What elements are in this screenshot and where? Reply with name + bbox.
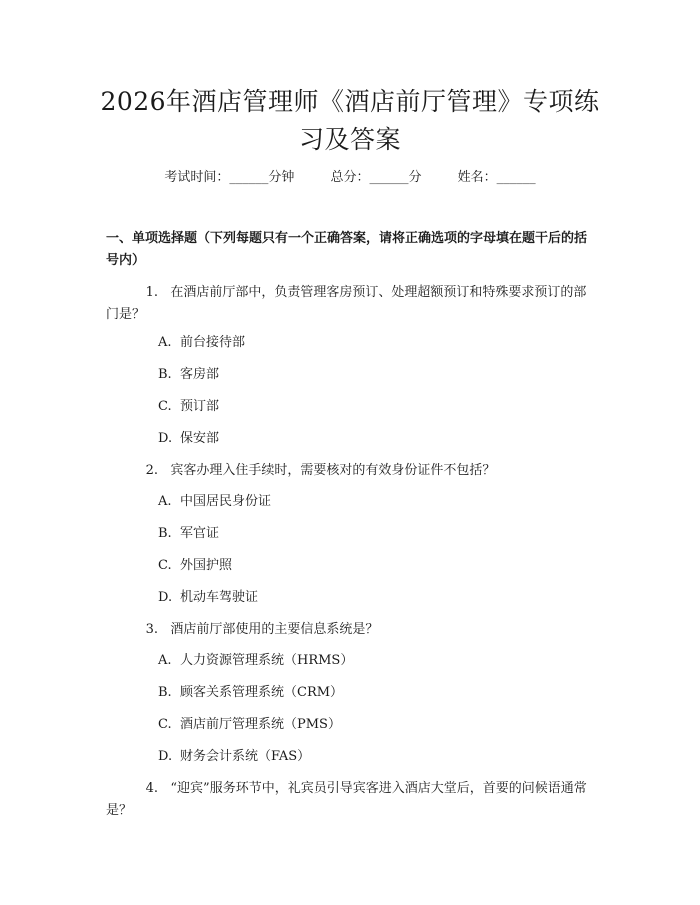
- document-title: 2026年酒店管理师《酒店前厅管理》专项练习及答案: [100, 87, 600, 154]
- option-text: 前台接待部: [180, 335, 246, 350]
- exam-time-label: 考试时间：______分钟: [164, 170, 295, 185]
- question-number: 1.: [145, 285, 158, 300]
- question-text: 在酒店前厅部中，负责管理客房预订、处理超额预订和特殊要求预订的部门是？: [106, 285, 587, 322]
- question-1-option-d: [158, 429, 219, 449]
- total-score-label: 总分：______分: [330, 170, 422, 185]
- question-number: 2.: [145, 463, 158, 478]
- question-number: 3.: [145, 622, 158, 637]
- option-letter: D.: [158, 749, 173, 764]
- question-2: [106, 460, 596, 482]
- option-text: 人力资源管理系统（HRMS）: [180, 653, 354, 668]
- question-2-option-c: [158, 556, 232, 576]
- option-letter: D.: [158, 590, 173, 605]
- question-2-option-b: [158, 524, 219, 544]
- question-text: “迎宾”服务环节中，礼宾员引导宾客进入酒店大堂后，首要的问候语通常是？: [106, 781, 587, 818]
- question-3: [106, 619, 596, 641]
- option-letter: D.: [158, 431, 173, 446]
- option-letter: C.: [158, 717, 172, 732]
- option-text: 财务会计系统（FAS）: [180, 749, 311, 764]
- option-text: 保安部: [180, 431, 220, 446]
- option-text: 酒店前厅管理系统（PMS）: [180, 717, 341, 732]
- question-4: [106, 778, 596, 822]
- option-letter: B.: [158, 526, 172, 541]
- option-text: 军官证: [180, 526, 220, 541]
- section-heading: 一、单项选择题（下列每题只有一个正确答案，请将正确选项的字母填在题干后的括号内）: [106, 231, 588, 268]
- option-text: 外国护照: [180, 558, 233, 573]
- option-text: 客房部: [180, 367, 220, 382]
- question-1-option-c: [158, 397, 219, 417]
- question-1-option-b: [158, 365, 219, 385]
- option-text: 中国居民身份证: [180, 494, 272, 509]
- question-2-option-a: [158, 492, 271, 512]
- question-text: 宾客办理入住手续时，需要核对的有效身份证件不包括？: [170, 463, 496, 478]
- question-3-option-a: [158, 651, 353, 671]
- question-3-option-b: [158, 683, 343, 703]
- question-1-option-a: [158, 333, 245, 353]
- option-letter: C.: [158, 558, 172, 573]
- question-3-option-d: [158, 747, 310, 767]
- option-text: 机动车驾驶证: [180, 590, 259, 605]
- option-letter: A.: [158, 494, 172, 509]
- name-label: 姓名：______: [457, 170, 536, 185]
- option-letter: B.: [158, 685, 172, 700]
- exam-info-line: [0, 168, 700, 188]
- option-text: 预订部: [180, 399, 220, 414]
- question-1: [106, 282, 596, 326]
- option-letter: B.: [158, 367, 172, 382]
- question-number: 4.: [145, 781, 158, 796]
- option-text: 顾客关系管理系统（CRM）: [180, 685, 344, 700]
- option-letter: A.: [158, 335, 172, 350]
- question-3-option-c: [158, 715, 341, 735]
- question-2-option-d: [158, 588, 258, 608]
- option-letter: C.: [158, 399, 172, 414]
- question-text: 酒店前厅部使用的主要信息系统是？: [170, 622, 379, 637]
- option-letter: A.: [158, 653, 172, 668]
